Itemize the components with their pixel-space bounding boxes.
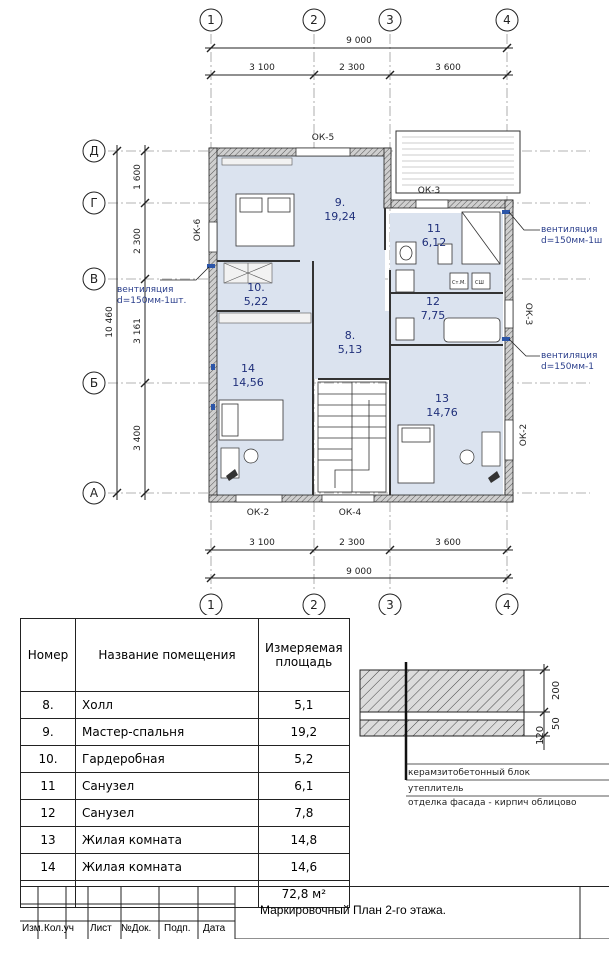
row-number: 10. (21, 746, 76, 773)
axis-label: 4 (503, 598, 511, 612)
axis-label: 3 (386, 13, 394, 27)
window-label: ОК-3 (523, 302, 533, 326)
section-dim: 50 (551, 717, 562, 730)
row-name: Жилая комната (76, 854, 259, 881)
dim-segment: 3 100 (249, 538, 275, 548)
vent-label: d=150мм-1ш (541, 236, 603, 246)
window-label: ОК-2 (246, 508, 270, 518)
row-area: 6,1 (259, 773, 350, 800)
section-layer: отделка фасада - кирпич облицово (408, 798, 577, 808)
table-row (21, 692, 350, 719)
axis-label: 2 (310, 13, 318, 27)
vent-label: d=150мм-1шт. (117, 296, 187, 306)
vent-label: вентиляция (541, 225, 598, 235)
dim-segment: 3 100 (249, 63, 275, 73)
axis-label: 1 (207, 13, 215, 27)
dim-segment: 3 600 (435, 63, 461, 73)
row-area: 5,2 (259, 746, 350, 773)
fixture-label: СШ (475, 280, 484, 286)
room-number: 12 (426, 295, 440, 308)
axis-label: Д (89, 144, 99, 158)
stamp-col: №Док. (121, 923, 152, 934)
row-name: Холл (76, 692, 259, 719)
vent-label: вентиляция (117, 285, 174, 295)
window-label: ОК-5 (311, 133, 335, 143)
section-dim: 120 (535, 725, 546, 745)
dim-total-top: 9 000 (346, 36, 372, 46)
drawing-title: Маркировочный План 2-го этажа. (260, 903, 446, 917)
dim-segment: 2 300 (133, 228, 143, 254)
row-number: 9. (21, 719, 76, 746)
window-label: ОК-3 (417, 186, 441, 196)
room-area: 14,56 (232, 376, 264, 389)
room-area: 5,13 (337, 343, 363, 356)
axis-label: 2 (310, 598, 318, 612)
axis-label: А (89, 486, 99, 500)
section-layer: утеплитель (408, 784, 464, 794)
row-area: 7,8 (259, 800, 350, 827)
row-name: Гардеробная (76, 746, 259, 773)
stamp-col: Подп. (164, 923, 191, 934)
dim-segment: 1 600 (133, 164, 143, 190)
stamp-col: Изм. (22, 923, 44, 934)
table-row (21, 854, 350, 881)
dim-segment: 2 300 (339, 538, 365, 548)
room-number: 14 (241, 362, 255, 375)
rooms-table (20, 618, 350, 908)
vent-label: d=150мм-1 (541, 362, 594, 372)
room-area: 19,24 (324, 210, 356, 223)
axis-label: 1 (207, 598, 215, 612)
axis-label: В (89, 272, 99, 286)
header-area (259, 619, 350, 692)
table-row (21, 800, 350, 827)
stamp-col: Лист (90, 923, 112, 934)
row-name: Мастер-спальня (76, 719, 259, 746)
axis-label: 4 (503, 13, 511, 27)
row-name: Санузел (76, 773, 259, 800)
room-area: 7,75 (420, 309, 446, 322)
row-name: Санузел (76, 800, 259, 827)
axis-label: Г (90, 196, 98, 210)
dim-segment: 3 161 (133, 318, 143, 344)
table-row (21, 827, 350, 854)
dim-total-left: 10 460 (105, 306, 115, 338)
table-row (21, 746, 350, 773)
room-area: 14,76 (426, 406, 458, 419)
wall-section (350, 660, 609, 825)
row-area: 14,6 (259, 854, 350, 881)
row-name: Жилая комната (76, 827, 259, 854)
row-number: 11 (21, 773, 76, 800)
stamp-col: Дата (203, 923, 226, 934)
dim-segment: 2 300 (339, 63, 365, 73)
section-layer: керамзитобетонный блок (408, 768, 531, 778)
axis-label: Б (89, 376, 99, 390)
stamp-col: Кол.уч (44, 923, 74, 934)
header-area-line1: Измеряемая (265, 641, 343, 655)
room-number: 8. (344, 329, 356, 342)
room-area: 5,22 (243, 295, 269, 308)
row-area: 19,2 (259, 719, 350, 746)
table-total: 72,8 м² (259, 881, 350, 908)
dim-total-bottom: 9 000 (346, 567, 372, 577)
row-number: 13 (21, 827, 76, 854)
header-name: Название помещения (76, 619, 259, 692)
title-block (20, 886, 609, 939)
header-number: Номер (21, 619, 76, 692)
row-number: 14 (21, 854, 76, 881)
fixture-label: Ст.М. (452, 280, 466, 286)
row-area: 14,8 (259, 827, 350, 854)
axis-label: 3 (386, 598, 394, 612)
row-number: 8. (21, 692, 76, 719)
window-label: ОК-6 (193, 218, 203, 242)
vent-label: вентиляция (541, 351, 598, 361)
dim-segment: 3 600 (435, 538, 461, 548)
row-number: 12 (21, 800, 76, 827)
room-number: 9. (334, 196, 346, 209)
window-label: ОК-2 (519, 423, 529, 447)
room-area: 6,12 (421, 236, 447, 249)
room-number: 13 (435, 392, 449, 405)
room-number: 10. (247, 281, 265, 294)
header-area-line2: площадь (275, 655, 333, 669)
section-dim: 200 (551, 680, 562, 700)
window-label: ОК-4 (338, 508, 362, 518)
table-row (21, 773, 350, 800)
table-row (21, 719, 350, 746)
room-number: 11 (427, 222, 441, 235)
dim-segment: 3 400 (133, 425, 143, 451)
row-area: 5,1 (259, 692, 350, 719)
